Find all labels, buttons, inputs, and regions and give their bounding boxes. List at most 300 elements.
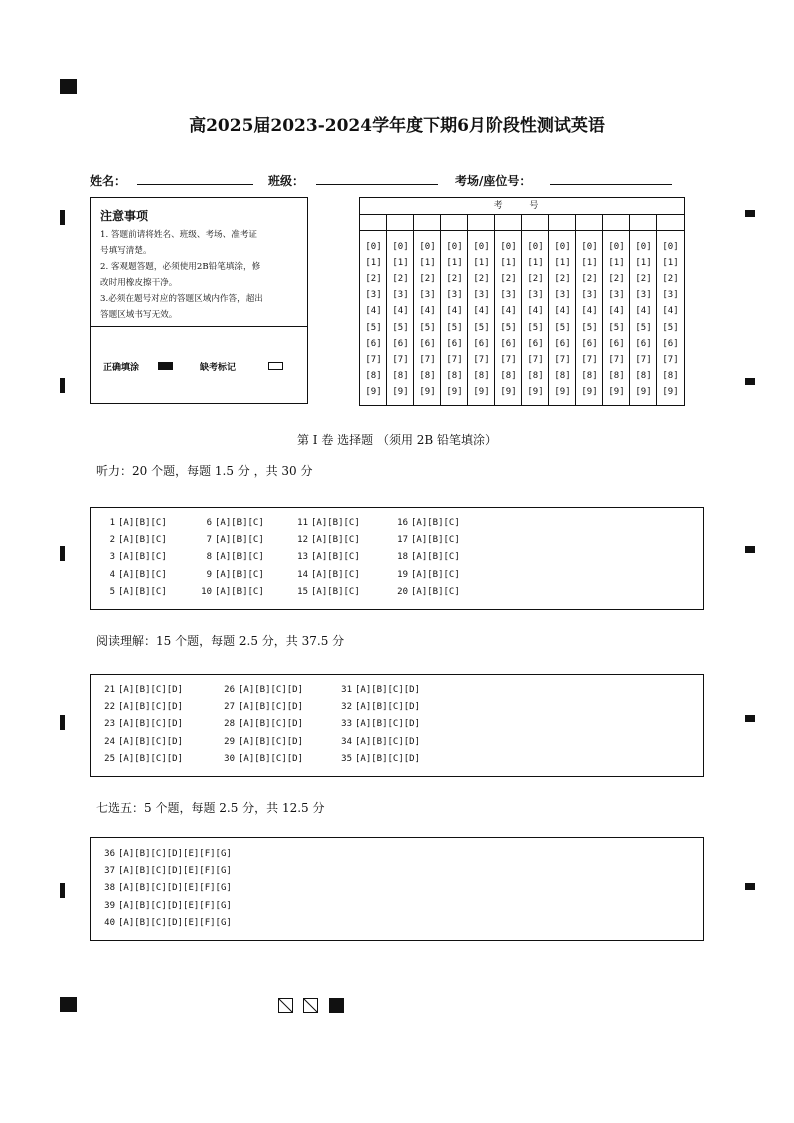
exam-id-bubble[interactable]: [7] — [581, 354, 598, 365]
answer-options[interactable]: [A][B][C][D][E][F][G] — [118, 883, 232, 894]
exam-id-digit-cell[interactable] — [576, 214, 603, 230]
exam-id-bubble[interactable]: [3] — [527, 290, 544, 301]
exam-id-digit-cell[interactable] — [387, 214, 414, 230]
answer-row[interactable] — [336, 719, 420, 729]
exam-id-bubble[interactable]: [9] — [473, 386, 490, 397]
exam-id-bubble[interactable]: [2] — [419, 274, 436, 285]
exam-id-bubble[interactable]: [1] — [473, 258, 490, 269]
exam-id-write-row — [360, 214, 684, 231]
answer-options[interactable]: [A][B][C] — [411, 552, 460, 563]
question-number: 14 — [297, 569, 308, 580]
reading-title: 阅读理解：15 个题，每题 2.5 分，共 37.5 分 — [96, 634, 345, 648]
exam-id-bubble[interactable]: [5] — [662, 322, 679, 333]
question-number: 26 — [224, 685, 235, 695]
answer-row[interactable] — [99, 737, 183, 747]
exam-id-bubble[interactable]: [6] — [662, 338, 679, 349]
exam-id-bubble[interactable]: [4] — [608, 306, 625, 317]
answer-row[interactable] — [99, 685, 183, 695]
answer-options[interactable]: [A][B][C] — [215, 569, 264, 580]
question-number: 16 — [397, 518, 408, 528]
answer-row[interactable] — [219, 702, 303, 712]
answer-options[interactable]: [A][B][C] — [311, 535, 360, 546]
answer-options[interactable]: [A][B][C][D][E][F][G] — [118, 849, 232, 859]
answer-options[interactable]: [A][B][C] — [411, 518, 460, 528]
answer-row[interactable] — [99, 849, 232, 859]
exam-id-bubble[interactable]: [2] — [473, 274, 490, 285]
exam-id-bubble[interactable]: [3] — [581, 290, 598, 301]
answer-options[interactable]: [A][B][C][D] — [118, 736, 184, 747]
exam-id-bubble[interactable]: [4] — [581, 306, 598, 317]
exam-id-digit-cell[interactable] — [360, 214, 387, 230]
exam-id-bubble[interactable]: [0] — [527, 242, 544, 252]
exam-id-bubble[interactable]: [4] — [527, 306, 544, 317]
exam-id-bubble[interactable]: [4] — [554, 306, 571, 317]
question-number: 24 — [104, 736, 115, 747]
exam-id-bubble[interactable]: [8] — [608, 370, 625, 381]
answer-row[interactable] — [392, 570, 460, 580]
exam-id-column — [387, 230, 414, 405]
exam-id-bubble[interactable]: [9] — [446, 386, 463, 397]
exam-id-column — [414, 230, 441, 405]
answer-row[interactable] — [99, 552, 167, 562]
exam-id-bubble[interactable]: [4] — [500, 306, 517, 317]
alignment-mark-top-left — [60, 79, 77, 94]
answer-row[interactable] — [336, 685, 420, 695]
exam-id-bubble[interactable]: [0] — [581, 242, 598, 252]
answer-row[interactable] — [99, 702, 183, 712]
exam-id-column — [576, 230, 603, 405]
exam-id-column — [441, 230, 468, 405]
timing-mark-right — [745, 378, 755, 385]
exam-id-bubble[interactable]: [1] — [446, 258, 463, 269]
exam-id-bubble[interactable]: [8] — [473, 370, 490, 381]
answer-options[interactable]: [A][B][C][D] — [238, 719, 304, 730]
exam-id-digit-cell[interactable] — [630, 214, 657, 230]
answer-row[interactable] — [292, 552, 360, 562]
seat-label: 考场/座位号： — [455, 174, 532, 188]
notice-box — [90, 197, 308, 404]
exam-id-bubble[interactable]: [1] — [608, 258, 625, 269]
answer-options[interactable]: [A][B][C][D] — [238, 702, 304, 713]
exam-id-bubble[interactable]: [3] — [635, 290, 652, 301]
question-number: 1 — [109, 518, 115, 528]
exam-id-column — [603, 230, 630, 405]
answer-options[interactable]: [A][B][C] — [118, 569, 167, 580]
question-number: 3 — [109, 552, 115, 563]
exam-id-bubble[interactable]: [3] — [662, 290, 679, 301]
correct-fill-sample — [158, 362, 173, 370]
answer-options[interactable]: [A][B][C][D] — [238, 736, 304, 747]
answer-options[interactable]: [A][B][C][D][E][F][G] — [118, 866, 232, 877]
exam-id-bubble[interactable]: [3] — [365, 290, 382, 301]
exam-id-bubble[interactable]: [8] — [662, 370, 679, 381]
exam-id-bubble[interactable]: [7] — [608, 354, 625, 365]
exam-id-bubble[interactable]: [4] — [419, 306, 436, 317]
page-code-slashed-square — [278, 998, 293, 1013]
exam-id-bubble[interactable]: [1] — [581, 258, 598, 269]
exam-id-bubble[interactable]: [0] — [662, 242, 679, 252]
exam-id-bubble[interactable]: [5] — [473, 322, 490, 333]
exam-id-bubble[interactable]: [4] — [446, 306, 463, 317]
answer-row[interactable] — [392, 535, 460, 545]
question-number: 28 — [224, 719, 235, 730]
page-code-filled-square — [329, 998, 344, 1013]
exam-id-bubble[interactable]: [7] — [554, 354, 571, 365]
exam-id-bubble[interactable]: [6] — [473, 338, 490, 349]
notice-rules — [100, 227, 300, 323]
exam-id-digit-cell[interactable] — [468, 214, 495, 230]
exam-id-column — [630, 230, 657, 405]
alignment-mark-bottom-left — [60, 997, 77, 1012]
exam-id-column — [360, 230, 387, 405]
exam-id-bubble[interactable]: [6] — [392, 338, 409, 349]
answer-options[interactable]: [A][B][C][D] — [118, 685, 184, 695]
exam-id-header: 考 号 — [360, 198, 684, 215]
timing-mark-left — [60, 883, 65, 898]
answer-options[interactable]: [A][B][C] — [411, 586, 460, 597]
answer-options[interactable]: [A][B][C] — [311, 552, 360, 563]
question-number: 31 — [341, 685, 352, 695]
listening-title: 听力：20 个题，每题 1.5 分 ，共 30 分 — [96, 464, 313, 478]
exam-id-bubble[interactable]: [8] — [500, 370, 517, 381]
timing-mark-right — [745, 715, 755, 722]
question-number: 37 — [104, 866, 115, 877]
exam-id-bubble[interactable]: [4] — [473, 306, 490, 317]
exam-id-bubble[interactable]: [9] — [581, 386, 598, 397]
answer-row[interactable] — [99, 883, 232, 893]
exam-id-bubble[interactable]: [6] — [554, 338, 571, 349]
exam-id-bubble[interactable]: [6] — [608, 338, 625, 349]
answer-row[interactable] — [99, 719, 183, 729]
answer-row[interactable] — [292, 570, 360, 580]
exam-id-bubble[interactable]: [9] — [662, 386, 679, 397]
exam-id-column — [522, 230, 549, 405]
answer-row[interactable] — [336, 737, 420, 747]
exam-id-bubble[interactable]: [2] — [446, 274, 463, 285]
question-number: 21 — [104, 685, 115, 695]
exam-id-bubble[interactable]: [9] — [527, 386, 544, 397]
exam-id-bubble[interactable]: [8] — [635, 370, 652, 381]
exam-id-bubble[interactable]: [5] — [446, 322, 463, 333]
exam-id-bubble[interactable]: [0] — [608, 242, 625, 252]
timing-mark-right — [745, 546, 755, 553]
answer-row[interactable] — [99, 918, 232, 928]
exam-id-bubble[interactable]: [5] — [527, 322, 544, 333]
exam-id-digit-cell[interactable] — [549, 214, 576, 230]
question-number: 15 — [297, 586, 308, 597]
answer-options[interactable]: [A][B][C] — [118, 552, 167, 563]
exam-id-bubble[interactable]: [6] — [446, 338, 463, 349]
answer-options[interactable]: [A][B][C][D] — [238, 685, 304, 695]
question-number: 38 — [104, 883, 115, 894]
exam-id-column — [657, 230, 684, 405]
answer-row[interactable] — [392, 552, 460, 562]
exam-id-bubble[interactable]: [2] — [500, 274, 517, 285]
answer-options[interactable]: [A][B][C][D] — [118, 719, 184, 730]
exam-id-bubble[interactable]: [7] — [392, 354, 409, 365]
notice-rule-line: 3.必须在题号对应的答题区域内作答，超出 — [100, 294, 263, 304]
seven-five-answer-box — [90, 837, 704, 941]
exam-id-bubble[interactable]: [9] — [500, 386, 517, 397]
page-code-slashed-square — [303, 998, 318, 1013]
exam-id-bubble[interactable]: [1] — [527, 258, 544, 269]
part-one-title: 第 I 卷 选择题 （须用 2B 铅笔填涂） — [296, 433, 498, 447]
question-number: 6 — [206, 518, 212, 528]
exam-id-bubble[interactable]: [5] — [554, 322, 571, 333]
question-number: 23 — [104, 719, 115, 730]
exam-id-bubble[interactable]: [9] — [392, 386, 409, 397]
exam-id-bubble[interactable]: [3] — [392, 290, 409, 301]
question-number: 20 — [397, 586, 408, 597]
exam-id-bubble[interactable]: [5] — [608, 322, 625, 333]
exam-id-bubble[interactable]: [0] — [446, 242, 463, 252]
answer-options[interactable]: [A][B][C] — [118, 535, 167, 546]
answer-options[interactable]: [A][B][C] — [411, 569, 460, 580]
answer-options[interactable]: [A][B][C] — [215, 552, 264, 563]
exam-id-bubble[interactable]: [7] — [365, 354, 382, 365]
answer-options[interactable]: [A][B][C][D] — [238, 753, 304, 764]
exam-id-bubble[interactable]: [3] — [554, 290, 571, 301]
question-number: 27 — [224, 702, 235, 713]
answer-options[interactable]: [A][B][C][D] — [355, 702, 421, 713]
exam-id-bubble[interactable]: [3] — [419, 290, 436, 301]
exam-id-bubble[interactable]: [1] — [419, 258, 436, 269]
exam-id-bubble[interactable]: [3] — [500, 290, 517, 301]
exam-id-bubble[interactable]: [5] — [392, 322, 409, 333]
exam-id-bubble[interactable]: [7] — [662, 354, 679, 365]
answer-row[interactable] — [99, 587, 167, 597]
exam-id-bubble[interactable]: [7] — [446, 354, 463, 365]
answer-row[interactable] — [99, 535, 167, 545]
answer-row[interactable] — [219, 719, 303, 729]
correct-fill-label: 正确填涂 — [103, 363, 140, 373]
answer-options[interactable]: [A][B][C][D] — [355, 685, 421, 695]
answer-row[interactable] — [392, 587, 460, 597]
exam-id-bubble[interactable]: [3] — [608, 290, 625, 301]
exam-id-bubble[interactable]: [8] — [581, 370, 598, 381]
exam-id-bubble[interactable]: [9] — [554, 386, 571, 397]
exam-id-bubble[interactable]: [3] — [446, 290, 463, 301]
exam-id-bubble[interactable]: [0] — [473, 242, 490, 252]
exam-id-bubble[interactable]: [2] — [635, 274, 652, 285]
answer-row[interactable] — [99, 754, 183, 764]
exam-id-digit-cell[interactable] — [657, 214, 684, 230]
timing-mark-right — [745, 883, 755, 890]
question-number: 9 — [206, 569, 212, 580]
answer-options[interactable]: [A][B][C][D] — [355, 753, 421, 764]
exam-id-bubble[interactable]: [2] — [608, 274, 625, 285]
exam-id-bubble[interactable]: [8] — [419, 370, 436, 381]
notice-rule-line: 改时用橡皮擦干净。 — [100, 278, 178, 288]
exam-id-bubble[interactable]: [8] — [527, 370, 544, 381]
question-number: 10 — [201, 586, 212, 597]
notice-rule-line: 1. 答题前请将姓名、班级、考场、准考证 — [100, 230, 258, 240]
exam-id-bubble[interactable]: [8] — [365, 370, 382, 381]
exam-id-bubble[interactable]: [4] — [662, 306, 679, 317]
answer-row[interactable] — [99, 901, 232, 911]
exam-id-bubble[interactable]: [7] — [473, 354, 490, 365]
exam-id-bubble[interactable]: [6] — [527, 338, 544, 349]
question-number: 29 — [224, 736, 235, 747]
answer-options[interactable]: [A][B][C] — [311, 518, 360, 528]
answer-options[interactable]: [A][B][C][D] — [355, 719, 421, 730]
exam-id-bubble[interactable]: [3] — [473, 290, 490, 301]
question-number: 34 — [341, 736, 352, 747]
answer-options[interactable]: [A][B][C] — [311, 569, 360, 580]
exam-id-bubble[interactable]: [7] — [635, 354, 652, 365]
reading-answer-box — [90, 674, 704, 777]
exam-id-bubble[interactable]: [0] — [635, 242, 652, 252]
answer-row[interactable] — [392, 518, 460, 528]
answer-options[interactable]: [A][B][C][D] — [355, 736, 421, 747]
exam-id-bubble[interactable]: [1] — [365, 258, 382, 269]
exam-id-bubble[interactable]: [5] — [581, 322, 598, 333]
absent-mark-box[interactable] — [268, 362, 283, 370]
answer-options[interactable]: [A][B][C] — [411, 535, 460, 546]
exam-id-bubble[interactable]: [2] — [365, 274, 382, 285]
question-number: 17 — [397, 535, 408, 546]
answer-options[interactable]: [A][B][C] — [118, 518, 167, 528]
answer-row[interactable] — [99, 570, 167, 580]
question-number: 2 — [109, 535, 115, 546]
exam-id-bubble[interactable]: [5] — [500, 322, 517, 333]
timing-mark-left — [60, 210, 65, 225]
answer-row[interactable] — [219, 754, 303, 764]
answer-options[interactable]: [A][B][C][D][E][F][G] — [118, 917, 232, 928]
timing-mark-left — [60, 546, 65, 561]
exam-id-column — [468, 230, 495, 405]
notice-heading: 注意事项 — [100, 209, 149, 223]
question-number: 12 — [297, 535, 308, 546]
exam-id-bubble[interactable]: [4] — [635, 306, 652, 317]
exam-id-bubble[interactable]: [2] — [392, 274, 409, 285]
answer-options[interactable]: [A][B][C] — [215, 518, 264, 528]
timing-mark-right — [745, 210, 755, 217]
exam-id-bubble[interactable]: [1] — [392, 258, 409, 269]
notice-rule-line: 2. 客观题答题，必须使用2B铅笔填涂，修 — [100, 262, 261, 272]
exam-id-bubble[interactable]: [4] — [392, 306, 409, 317]
exam-id-bubble[interactable]: [5] — [635, 322, 652, 333]
exam-id-bubble[interactable]: [7] — [500, 354, 517, 365]
question-number: 40 — [104, 917, 115, 928]
exam-id-bubble[interactable]: [6] — [581, 338, 598, 349]
exam-id-column — [549, 230, 576, 405]
exam-id-bubble[interactable]: [5] — [365, 322, 382, 333]
exam-id-bubble[interactable]: [7] — [527, 354, 544, 365]
exam-id-bubble[interactable]: [9] — [419, 386, 436, 397]
answer-row[interactable] — [196, 518, 264, 528]
exam-id-bubble[interactable]: [2] — [554, 274, 571, 285]
question-number: 18 — [397, 552, 408, 563]
notice-divider — [91, 326, 307, 327]
answer-row[interactable] — [336, 754, 420, 764]
exam-id-bubble[interactable]: [0] — [392, 242, 409, 252]
exam-id-bubble[interactable]: [8] — [392, 370, 409, 381]
question-number: 7 — [206, 535, 212, 546]
exam-id-bubble[interactable]: [8] — [554, 370, 571, 381]
answer-options[interactable]: [A][B][C][D] — [118, 753, 184, 764]
exam-id-bubble[interactable]: [1] — [635, 258, 652, 269]
answer-options[interactable]: [A][B][C][D] — [118, 702, 184, 713]
answer-row[interactable] — [336, 702, 420, 712]
question-number: 4 — [109, 569, 115, 580]
answer-row[interactable] — [196, 587, 264, 597]
answer-row[interactable] — [99, 518, 167, 528]
question-number: 13 — [297, 552, 308, 563]
exam-id-digit-cell[interactable] — [414, 214, 441, 230]
exam-id-bubble[interactable]: [5] — [419, 322, 436, 333]
question-number: 39 — [104, 900, 115, 911]
class-label: 班级： — [268, 174, 305, 188]
exam-id-bubble[interactable]: [9] — [608, 386, 625, 397]
question-number: 36 — [104, 849, 115, 859]
exam-id-bubble[interactable]: [4] — [365, 306, 382, 317]
exam-id-bubble[interactable]: [6] — [635, 338, 652, 349]
answer-row[interactable] — [196, 535, 264, 545]
question-number: 11 — [297, 518, 308, 528]
answer-row[interactable] — [292, 518, 360, 528]
exam-id-bubble[interactable]: [7] — [419, 354, 436, 365]
exam-id-bubble[interactable]: [2] — [581, 274, 598, 285]
exam-id-bubble[interactable]: [6] — [365, 338, 382, 349]
exam-id-bubble[interactable]: [6] — [500, 338, 517, 349]
exam-id-bubble[interactable]: [0] — [419, 242, 436, 252]
answer-options[interactable]: [A][B][C] — [215, 586, 264, 597]
answer-options[interactable]: [A][B][C][D][E][F][G] — [118, 900, 232, 911]
question-number: 22 — [104, 702, 115, 713]
question-number: 8 — [206, 552, 212, 563]
exam-id-bubble[interactable]: [2] — [662, 274, 679, 285]
exam-id-bubble[interactable]: [6] — [419, 338, 436, 349]
question-number: 30 — [224, 753, 235, 764]
seat-field[interactable] — [550, 184, 672, 185]
answer-options[interactable]: [A][B][C] — [118, 586, 167, 597]
exam-id-bubble[interactable]: [8] — [446, 370, 463, 381]
notice-rule-line: 答题区域书写无效。 — [100, 310, 178, 320]
exam-id-column — [495, 230, 522, 405]
class-field[interactable] — [316, 184, 438, 185]
exam-id-bubble[interactable]: [1] — [662, 258, 679, 269]
exam-id-bubble[interactable]: [2] — [527, 274, 544, 285]
answer-row[interactable] — [196, 570, 264, 580]
question-number: 32 — [341, 702, 352, 713]
exam-id-bubble[interactable]: [1] — [554, 258, 571, 269]
exam-id-bubble[interactable]: [9] — [635, 386, 652, 397]
exam-id-bubble[interactable]: [0] — [365, 242, 382, 252]
sheet-title: 高2025届2023-2024学年度下期6月阶段性测试英语 — [189, 116, 605, 136]
exam-id-bubble[interactable]: [0] — [500, 242, 517, 252]
name-field[interactable] — [137, 184, 253, 185]
exam-id-digit-cell[interactable] — [441, 214, 468, 230]
exam-id-digit-cell[interactable] — [522, 214, 549, 230]
notice-rule-line: 号填写清楚。 — [100, 246, 152, 256]
answer-options[interactable]: [A][B][C] — [215, 535, 264, 546]
question-number: 33 — [341, 719, 352, 730]
answer-row[interactable] — [196, 552, 264, 562]
answer-row[interactable] — [292, 587, 360, 597]
exam-id-bubble[interactable]: [9] — [365, 386, 382, 397]
exam-id-bubble[interactable]: [1] — [500, 258, 517, 269]
exam-id-digit-cell[interactable] — [603, 214, 630, 230]
answer-row[interactable] — [219, 685, 303, 695]
answer-options[interactable]: [A][B][C] — [311, 586, 360, 597]
exam-id-digit-cell[interactable] — [495, 214, 522, 230]
answer-row[interactable] — [99, 866, 232, 876]
exam-id-bubble[interactable]: [0] — [554, 242, 571, 252]
answer-row[interactable] — [219, 737, 303, 747]
listening-answer-box — [90, 507, 704, 610]
answer-row[interactable] — [292, 535, 360, 545]
